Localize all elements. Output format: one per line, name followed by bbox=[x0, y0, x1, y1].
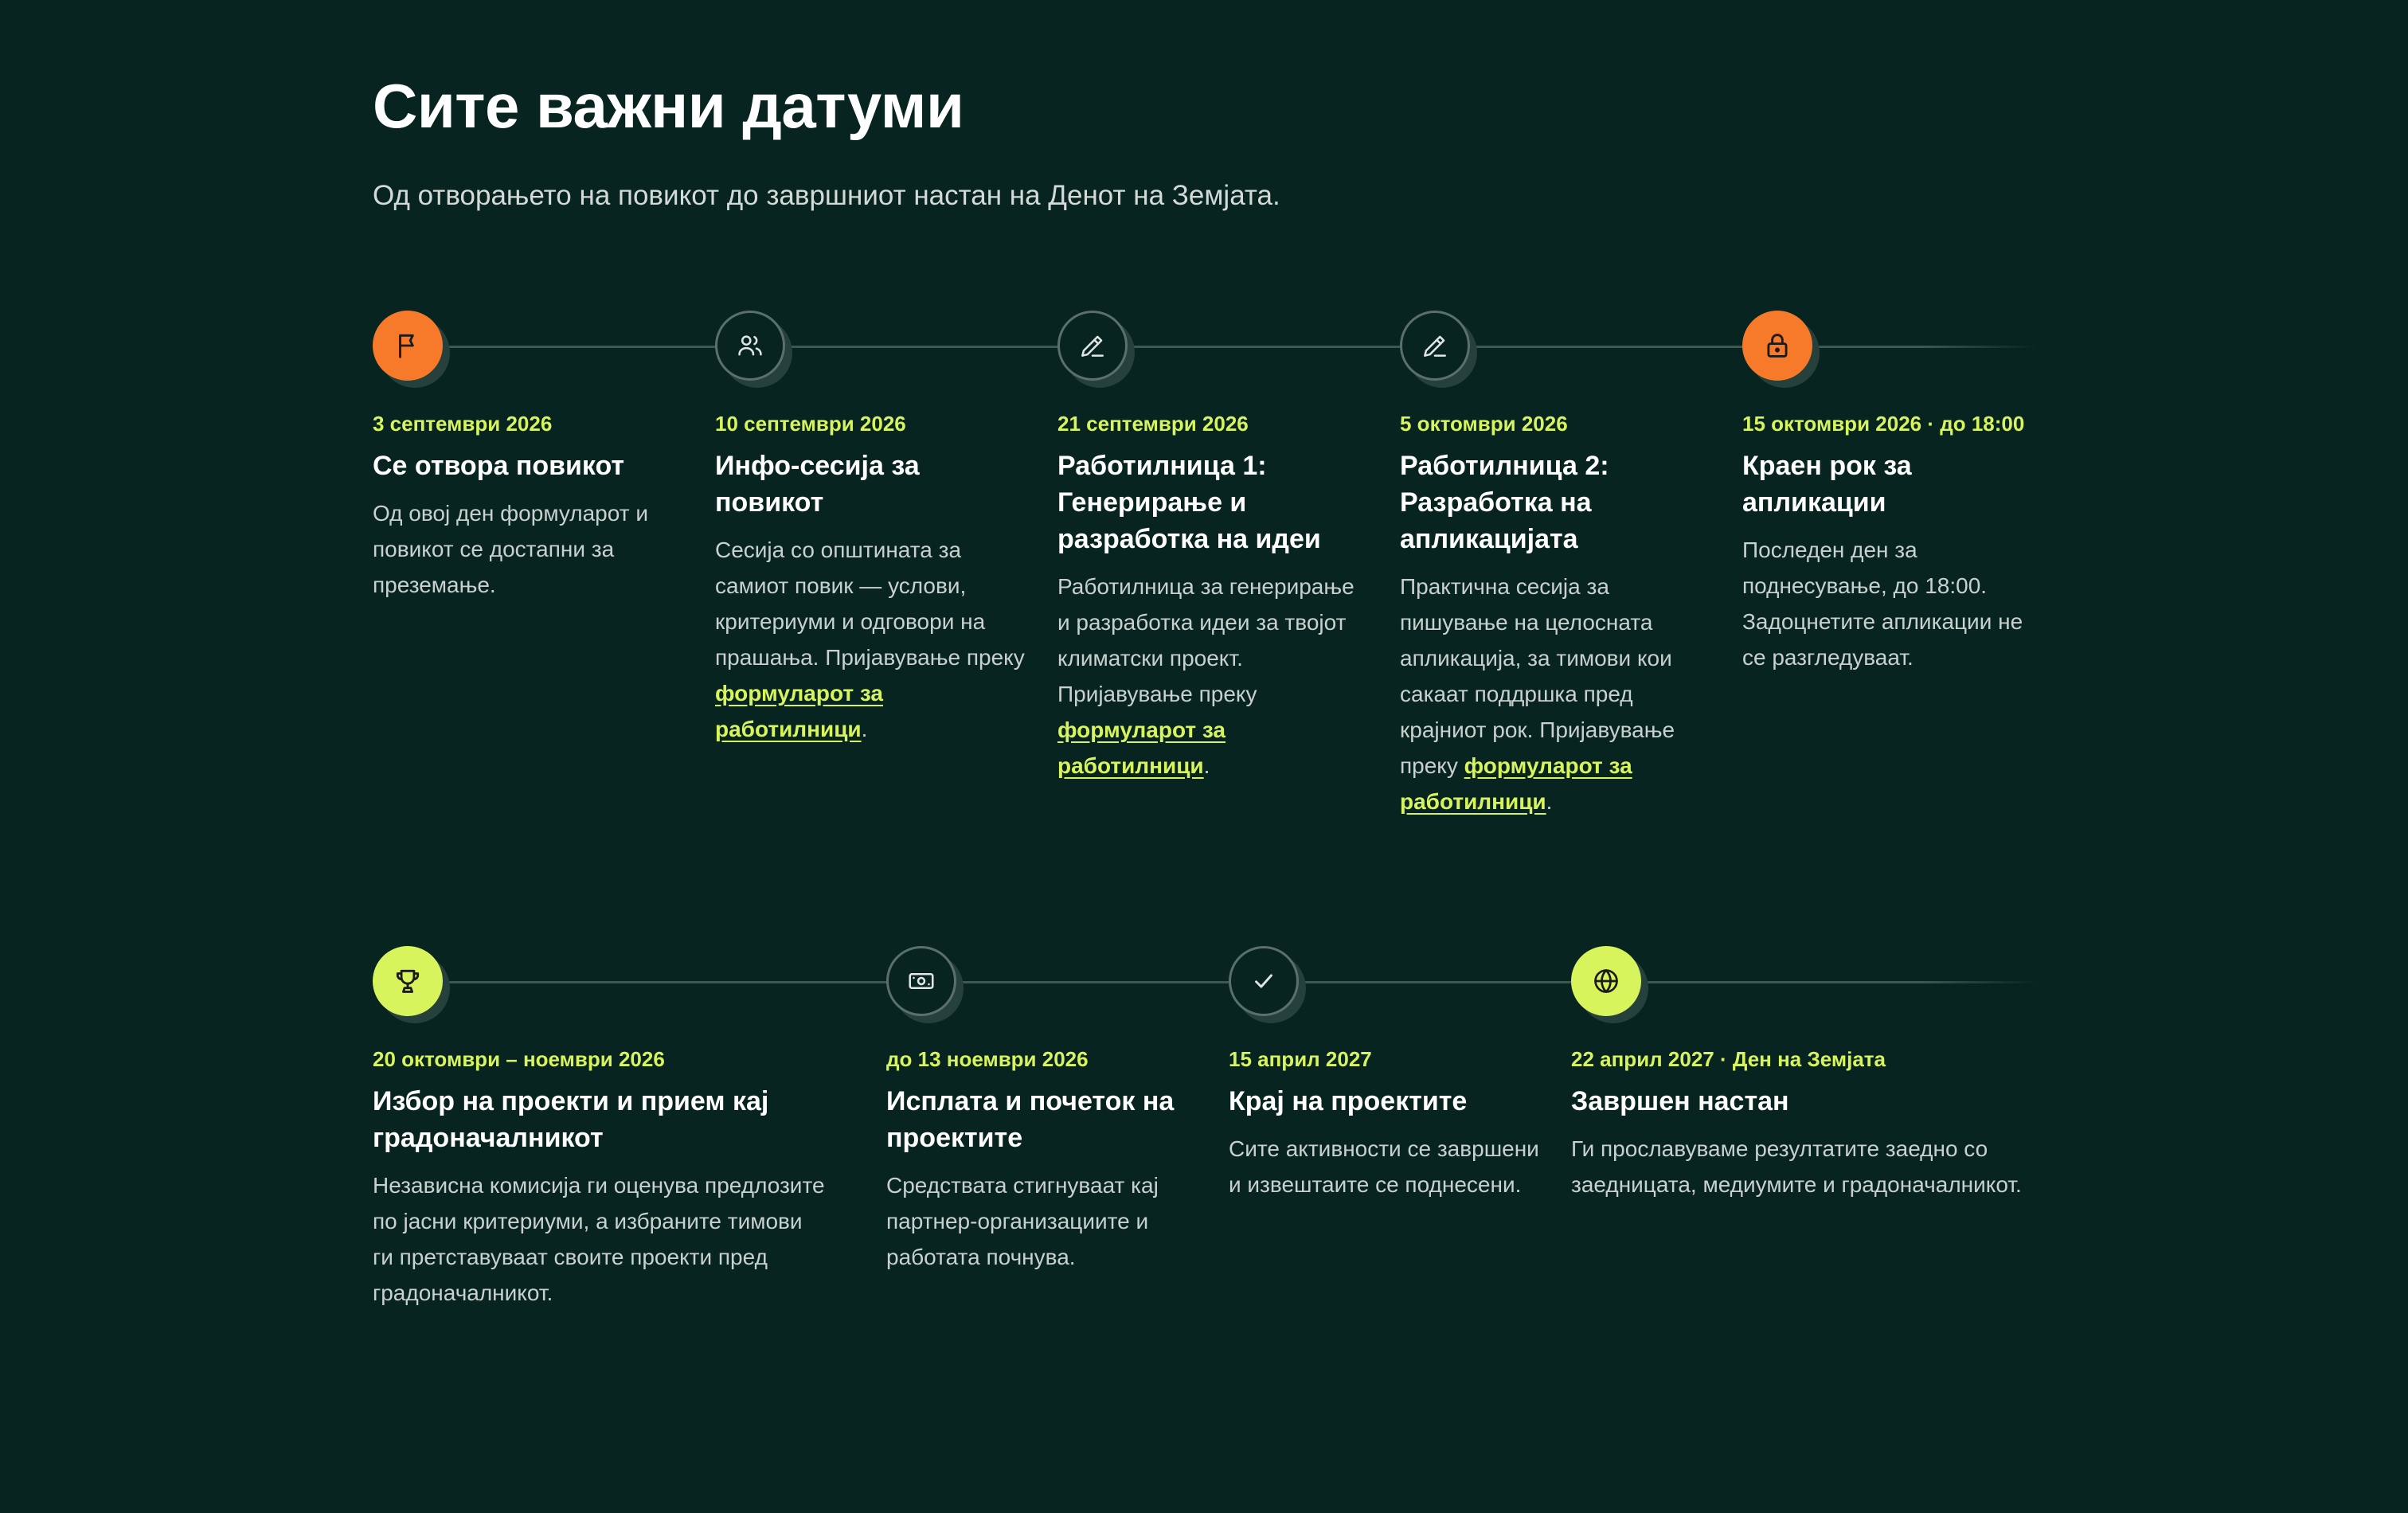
item-description: Средствата стигнуваат кај партнер-организациите и работата почнува. bbox=[886, 1173, 1159, 1269]
check-icon bbox=[1229, 946, 1299, 1016]
item-title: Исплата и почеток на проектите bbox=[886, 1086, 1175, 1153]
item-title: Краен рок за апликации bbox=[1742, 451, 1912, 518]
item-date: 3 септември 2026 bbox=[373, 412, 553, 436]
item-date: 10 септември 2026 bbox=[715, 412, 906, 436]
pencil-icon bbox=[1400, 311, 1470, 381]
page-title: Сите важни датуми bbox=[373, 71, 964, 141]
workshop-form-link[interactable]: формуларот за работилници bbox=[715, 681, 883, 741]
item-title: Работилница 2: Разработка на апликацијата bbox=[1400, 451, 1609, 554]
pencil-icon bbox=[1057, 311, 1128, 381]
lock-icon bbox=[1742, 311, 1812, 381]
item-description: Независна комисија ги оценува предлозите по јасни критериуми, а избраните тимови ги претставуваат своите проекти пред градоначалникот. bbox=[373, 1173, 825, 1305]
item-title: Избор на проекти и прием кај градоначалникот bbox=[373, 1086, 769, 1153]
workshop-form-link[interactable]: формуларот за работилници bbox=[1057, 717, 1226, 778]
item-description: Практична сесија за пишување на целосната апликација, за тимови кои сакаат поддршка пред крајниот рок. Пријавување преку формуларот за работилници. bbox=[1400, 574, 1675, 814]
users-icon bbox=[715, 311, 785, 381]
workshop-form-link[interactable]: формуларот за работилници bbox=[1400, 753, 1632, 814]
item-description: Ги прославуваме резултатите заедно со заедницата, медиумите и градоначалникот. bbox=[1571, 1136, 2022, 1197]
item-date: 22 април 2027 · Ден на Земјата bbox=[1571, 1047, 1886, 1071]
money-icon bbox=[886, 946, 956, 1016]
item-title: Инфо-сесија за повикот bbox=[715, 451, 920, 518]
item-description: Од овој ден формуларот и повикот се достапни за преземање. bbox=[373, 501, 648, 597]
item-title: Крај на проектите bbox=[1229, 1086, 1468, 1116]
page-subtitle: Од отворањето на повикот до завршниот настан на Денот на Земјата. bbox=[373, 180, 1280, 211]
item-description: Сесија со општината за самиот повик — услови, критериуми и одговори на прашања. Пријавување преку формуларот за работилници. bbox=[715, 538, 1025, 741]
item-date: 20 октомври – ноември 2026 bbox=[373, 1047, 665, 1071]
item-description: Сите активности се завршени и извештаите се поднесени. bbox=[1229, 1136, 1539, 1197]
item-date: 5 октомври 2026 bbox=[1400, 412, 1568, 436]
globe-icon bbox=[1571, 946, 1641, 1016]
item-date: 21 септември 2026 bbox=[1057, 412, 1249, 436]
trophy-icon bbox=[373, 946, 443, 1016]
item-date: до 13 ноември 2026 bbox=[886, 1047, 1089, 1071]
flag-icon bbox=[373, 311, 443, 381]
item-description: Работилница за генерирање и разработка идеи за твојот климатски проект. Пријавување преку формуларот за работилници. bbox=[1057, 574, 1354, 778]
timeline-track bbox=[405, 981, 2037, 983]
item-title: Работилница 1: Генерирање и разработка на идеи bbox=[1057, 451, 1321, 554]
item-description: Последен ден за поднесување, до 18:00. Задоцнетите апликации не се разгледуваат. bbox=[1742, 538, 2023, 670]
item-title: Се отвора повикот bbox=[373, 451, 625, 481]
item-date: 15 април 2027 bbox=[1229, 1047, 1372, 1071]
item-title: Завршен настан bbox=[1571, 1086, 1789, 1116]
item-date: 15 октомври 2026 · до 18:00 bbox=[1742, 412, 2025, 436]
